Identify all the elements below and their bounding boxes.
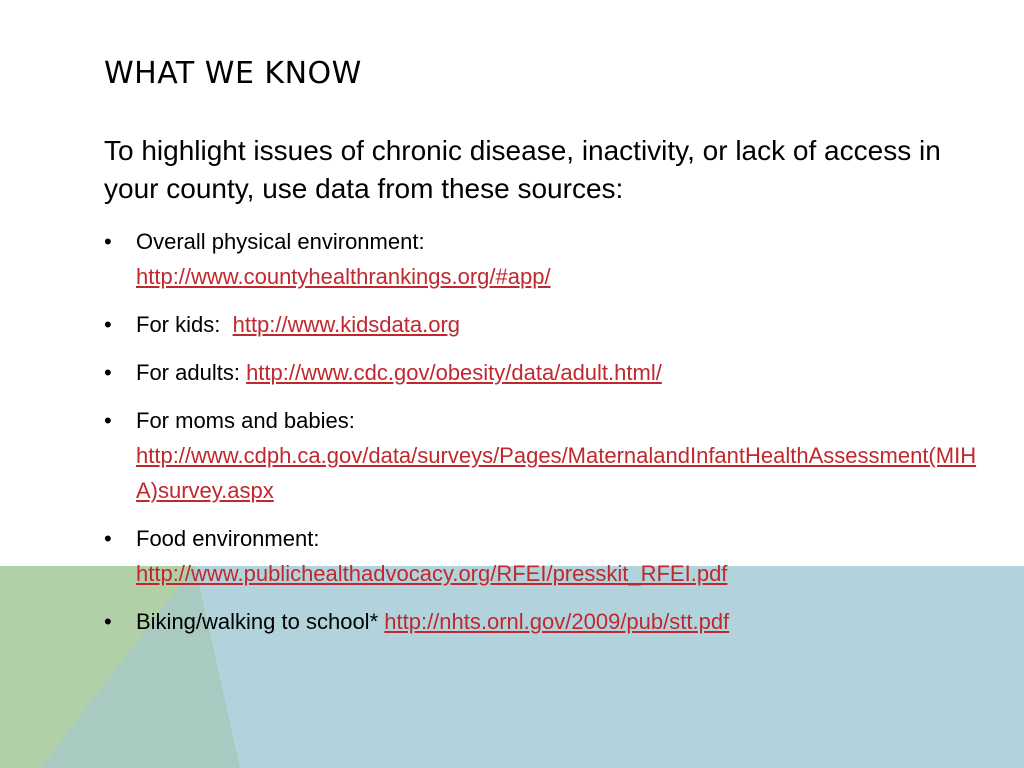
bullet-icon: • — [104, 229, 112, 254]
list-item-adults — [104, 355, 996, 390]
list-item-biking-walking — [104, 604, 996, 639]
list-item-food-environment — [104, 521, 996, 591]
bullet-icon: • — [104, 526, 112, 551]
slide-title: WHAT WE KNOW — [104, 56, 362, 91]
kidsdata-link[interactable]: http://www.kidsdata.org — [232, 312, 461, 337]
nhts-link[interactable]: http://nhts.ornl.gov/2009/pub/stt.pdf — [384, 609, 730, 634]
item-label: For kids: — [136, 312, 221, 337]
item-label: For adults: — [136, 360, 240, 385]
item-label: Overall physical environment: — [136, 229, 425, 254]
list-item-kids — [104, 307, 996, 342]
bullet-icon: • — [104, 360, 112, 385]
rfei-presskit-link[interactable]: http://www.publichealthadvocacy.org/RFEI/presskit_RFEI.pdf — [136, 561, 728, 586]
item-label: For moms and babies: — [136, 408, 355, 433]
bullet-icon: • — [104, 312, 112, 337]
intro-text: To highlight issues of chronic disease, inactivity, or lack of access in your county, use data from these sources: — [104, 135, 941, 204]
cdph-miha-link[interactable]: http://www.cdph.ca.gov/data/surveys/Pages/MaternalandInfantHealthAssessment(MIHA)survey.aspx — [136, 443, 977, 503]
item-label: Biking/walking to school* — [136, 609, 379, 634]
list-item-physical-environment — [104, 224, 996, 294]
bullet-icon: • — [104, 609, 112, 634]
source-list — [104, 224, 996, 652]
county-health-rankings-link[interactable]: http://www.countyhealthrankings.org/#app/ — [136, 264, 551, 289]
item-label: Food environment: — [136, 526, 320, 551]
bullet-icon: • — [104, 408, 112, 433]
list-item-moms-babies — [104, 403, 996, 508]
cdc-obesity-link[interactable]: http://www.cdc.gov/obesity/data/adult.html/ — [246, 360, 662, 385]
